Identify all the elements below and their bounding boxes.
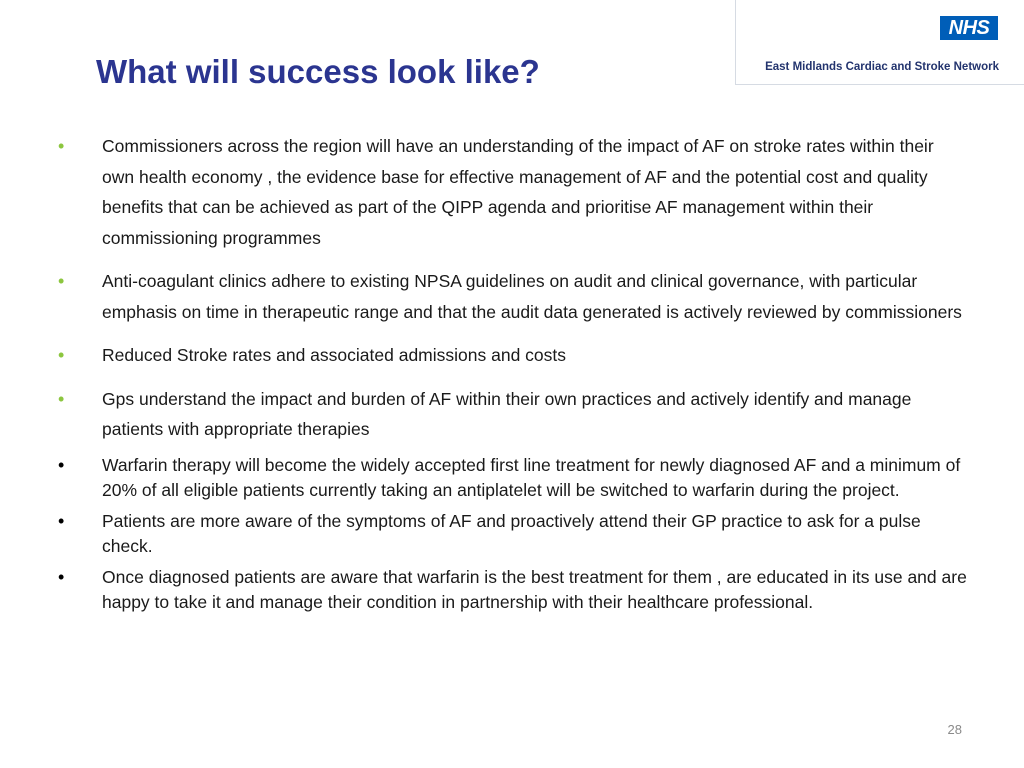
bullet-text: Once diagnosed patients are aware that warfarin is the best treatment for them , are educated in its use and are happy to take it and manage their condition in partnership with their healthcare professional. — [102, 566, 967, 612]
bullet-marker: • — [58, 136, 65, 156]
bullet-item — [58, 509, 968, 560]
bullet-marker: • — [58, 345, 65, 365]
bullet-list — [58, 131, 968, 621]
bullet-marker: • — [58, 388, 65, 409]
bullet-marker: • — [58, 510, 65, 531]
bullet-text: Reduced Stroke rates and associated admissions and costs — [102, 345, 567, 365]
bullet-text: Anti-coagulant clinics adhere to existing NPSA guidelines on audit and clinical governance, with particular emphasis on time in therapeutic range and that the audit data generated is actively reviewed by commissioners — [102, 271, 962, 322]
nhs-logo: NHS — [940, 16, 998, 40]
page-number: 28 — [947, 722, 962, 737]
bullet-marker: • — [58, 271, 65, 291]
network-name: East Midlands Cardiac and Stroke Network — [765, 61, 999, 73]
bullet-text: Patients are more aware of the symptoms of AF and proactively attend their GP practice to ask for a pulse check. — [102, 510, 921, 556]
bullet-text: Commissioners across the region will have an understanding of the impact of AF on stroke rates within their own health economy , the evidence base for effective management of AF and the potential cost and quality benefits that can be achieved as part of the QIPP agenda and prioritise AF management within their commissioning programmes — [102, 136, 934, 248]
bullet-item — [58, 565, 968, 616]
bullet-item — [58, 266, 968, 327]
bullet-marker: • — [58, 454, 65, 475]
bullet-item — [58, 340, 968, 371]
bullet-item — [58, 384, 968, 445]
bullet-item — [58, 453, 968, 504]
bullet-item — [58, 131, 968, 253]
bullet-text: Warfarin therapy will become the widely accepted first line treatment for newly diagnosed AF and a minimum of 20% of all eligible patients currently taking an antiplatelet will be switched to warfarin during the project. — [102, 454, 961, 500]
slide-title: What will success look like? — [96, 53, 540, 90]
bullet-text: Gps understand the impact and burden of AF within their own practices and actively identify and manage patients with appropriate therapies — [102, 388, 912, 439]
bullet-marker: • — [58, 566, 65, 587]
